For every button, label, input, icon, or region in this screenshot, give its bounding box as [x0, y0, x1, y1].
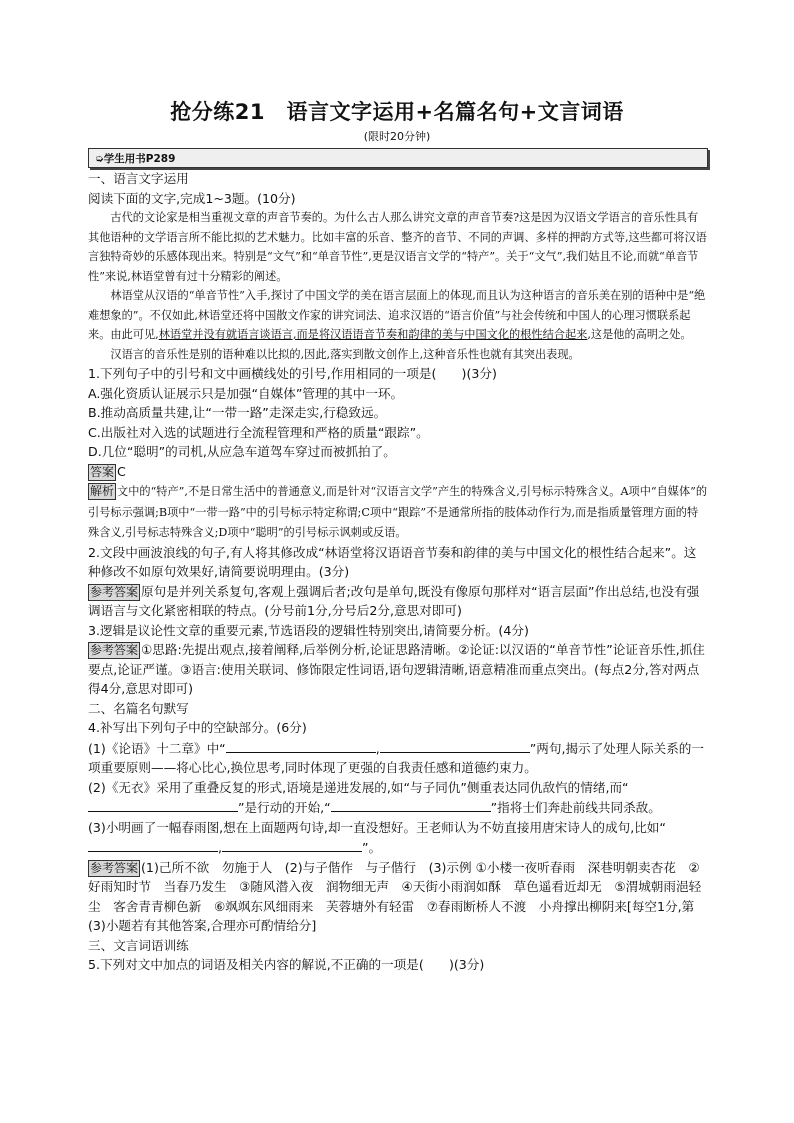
section-heading-3: 三、文言词语训练 — [88, 937, 189, 953]
question-4-item-3: (3)小明画了一幅春雨图,想在上面题两句诗,却一直没想好。王老师认为不妨直接用唐宋诗人的成句,比如“, ”。 — [88, 819, 666, 855]
reading-intro: 阅读下面的文字,完成1~3题。(10分) — [88, 190, 296, 206]
section-heading-2: 二、名篇名句默写 — [88, 700, 189, 716]
answer-blank — [331, 797, 491, 812]
underlined-sentence: 林语堂并没有就语言谈语言,而是将汉语语音节奏和韵律的美与中国文化的根性结合起来 — [158, 328, 588, 341]
passage-paragraph-3: 汉语言的音乐性是别的语种难以比拟的,因此,落实到散文创作上,这种音乐性也就有其突出表现。 — [110, 347, 580, 361]
page-title: 抢分练21 语言文字运用+名篇名句+文言词语 — [170, 100, 624, 124]
question-4-answer: 参考答案 (1)己所不欲 勿施于人 (2)与子偕作 与子偕行 (3)示例 ①小楼一夜听春雨 深巷明朝卖杏花 ②好雨知时节 当春乃发生 ③随风潜入夜 润物细无声 ④天街小雨润如酥 草色遥看近却无 ⑤渭城朝雨浥轻尘 客舍青青柳色新 ⑥飒飒东风细雨来 芙蓉塘外有轻雷 ⑦春雨断桥人不渡 小舟撑出柳阴来[每空1分,第(3)小题若有其他答案,合理亦可酌情给分] — [88, 859, 702, 933]
answer-blank — [380, 738, 530, 753]
answer-blank — [88, 837, 218, 852]
question-2-answer: 参考答案 原句是并列关系复句,客观上强调后者;改句是单句,既没有像原句那样对“语言层面”作出总结,也没有强调语言与文化紧密相联的特点。(分号前1分,分号后2分,意思对即可) — [88, 583, 700, 618]
reference-label: ➭学生用书P289 — [95, 153, 176, 165]
question-1-option-c: C.出版社对入选的试题进行全流程管理和严格的质量“跟踪”。 — [88, 424, 429, 440]
reference-answer-tag: 参考答案 — [90, 584, 139, 599]
answer-blank — [88, 797, 238, 812]
analysis-tag: 解析 — [90, 484, 115, 498]
question-1-option-a: A.强化资质认证展示只是加强“自媒体”管理的其中一环。 — [88, 385, 404, 401]
section-heading-1: 一、语言文字运用 — [88, 171, 189, 186]
document-body — [88, 169, 708, 975]
reference-answer-tag: 参考答案 — [90, 860, 139, 875]
question-1-analysis: 解析 文中的“特产”,不是日常生活中的普通意义,而是针对“汉语言文学”产生的特殊含义,引号标示特殊含义。A项中“自媒体”的引号标示强调;B项中“一带一路”中的引号标示特定称谓;C项中“跟踪”不是通常所指的肢体动作行为,而是指质量管理方面的特殊含义,引号标志特殊含义;D项中“聪明”的引号标示讽刺或反语。 — [88, 484, 708, 539]
answer-blank — [222, 837, 362, 852]
question-2-stem: 2.文段中画波浪线的句子,有人将其修改成“林语堂将汉语语音节奏和韵律的美与中国文化的根性结合起来”。这种修改不如原句效果好,请简要说明理由。(3分) — [88, 544, 697, 579]
answer-blank — [226, 738, 376, 753]
question-4-stem: 4.补写出下列句子中的空缺部分。(6分) — [88, 720, 307, 735]
question-1-answer: 答案 C — [90, 463, 126, 479]
reference-answer-tag: 参考答案 — [90, 643, 139, 657]
time-limit: (限时20分钟) — [363, 130, 431, 143]
passage-paragraph-1: 古代的文论家是相当重视文章的声音节奏的。为什么古人那么讲究文章的声音节奏?这是因为汉语文学语言的音乐性具有其他语种的文学语言所不能比拟的艺术魅力。比如丰富的乐音、整齐的音节、不同的声调、多样的押韵方式等,这些都可将汉语言独特奇妙的乐感体现出来。特别是“文气”和“单音节性”,更是汉语言文学的“特产”。关于“文气”,我们姑且不论,而就“单音节性”来说,林语堂曾有过十分精彩的阐述。 — [88, 211, 707, 283]
question-1-option-d: D.几位“聪明”的司机,从应急车道驾车穿过而被抓拍了。 — [88, 444, 396, 459]
question-3-answer: 参考答案 ①思路:先提出观点,接着阐释,后举例分析,论证思路清晰。②论证:以汉语的“单音节性”论证音乐性,抓住要点,论证严谨。③语言:使用关联词、修饰限定性词语,语句逻辑清晰,语意精准而重点突出。(每点2分,答对两点得4分,意思对即可) — [88, 642, 705, 696]
question-1-stem: 1.下列句子中的引号和文中画横线处的引号,作用相同的一项是( )(3分) — [88, 366, 497, 381]
question-1-option-b: B.推动高质量共建,让“一带一路”走深走实,行稳致远。 — [88, 405, 387, 420]
question-4-item-1: (1)《论语》十二章》中“ , ”两句,揭示了处理人际关系的一项重要原则——将心比心,换位思考,同时体现了更强的自我责任感和道德约束力。 — [88, 738, 708, 778]
passage-paragraph-2: 林语堂从汉语的“单音节性”入手,探讨了中国文学的美在语言层面上的体现,而且认为这种语言的音乐美在别的语种中是“绝难想象的”。不仅如此,林语堂还将中国散文作家的讲究词法、追求汉语的“语言价值”与社会传统和中国人的心理习惯联系起来。由此可见,林语堂并没有就语言谈语言,而是将汉语语音节奏和韵律的美与中国文化的根性结合起来,这是他的高明之处。 — [88, 289, 706, 341]
answer-tag: 答案 — [90, 464, 115, 479]
question-3-stem: 3.逻辑是议论性文章的重要元素,节选语段的逻辑性特别突出,请简要分析。(4分) — [88, 622, 529, 638]
question-5-stem: 5.下列对文中加点的词语及相关内容的解说,不正确的一项是( )(3分) — [88, 957, 485, 972]
question-4-item-2: (2)《无衣》采用了重叠反复的形式,语境是递进发展的,如“与子同仇”侧重表达同仇敌忾的情绪,而“”是行动的开始,“ ”指将士们奔赴前线共同杀敌。 — [88, 779, 661, 815]
reference-bar — [88, 148, 708, 168]
